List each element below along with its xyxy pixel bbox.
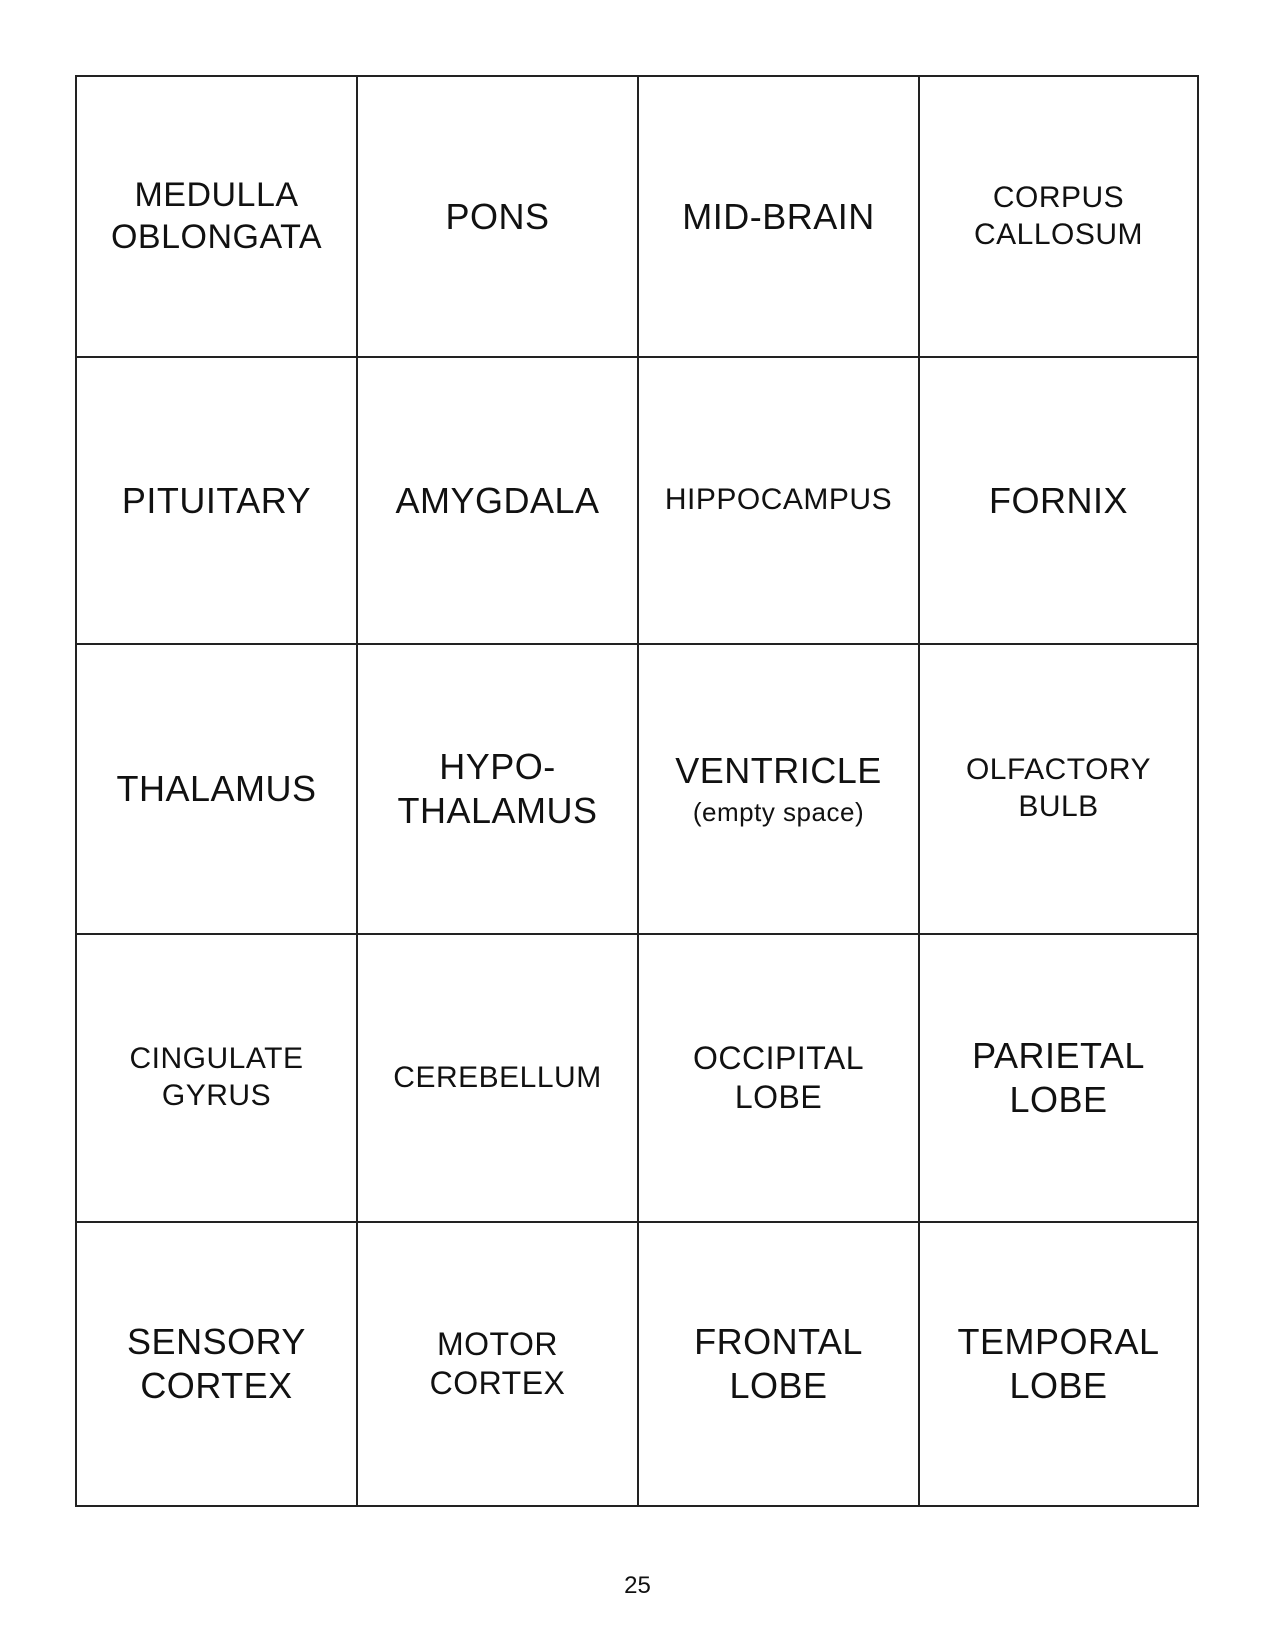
card-medulla-oblongata xyxy=(77,77,358,358)
card-label-line: SENSORY xyxy=(127,1321,306,1363)
card-label-line: MEDULLA xyxy=(134,176,299,215)
card-motor-cortex xyxy=(358,1223,639,1505)
card-fornix xyxy=(920,358,1197,645)
card-label-line: BULB xyxy=(1018,790,1099,823)
card-frontal-lobe xyxy=(639,1223,920,1505)
card-label-line: CORTEX xyxy=(140,1365,293,1406)
card-label-line: THALAMUS xyxy=(397,790,598,831)
card-label-line: FRONTAL xyxy=(694,1321,863,1363)
card-label-line: CORTEX xyxy=(429,1365,566,1401)
card-temporal-lobe xyxy=(920,1223,1197,1505)
card-sensory-cortex xyxy=(77,1223,358,1505)
card-label-line: LOBE xyxy=(729,1365,828,1406)
card-note: (empty space) xyxy=(692,797,865,828)
card-label-line: CORPUS xyxy=(992,180,1125,214)
card-thalamus xyxy=(77,645,358,935)
card-label-line: HYPO- xyxy=(439,746,556,788)
card-corpus-callosum xyxy=(920,77,1197,358)
card-ventricle xyxy=(639,645,920,935)
page-number: 25 xyxy=(624,1572,651,1599)
card-mid-brain xyxy=(639,77,920,358)
card-parietal-lobe xyxy=(920,935,1197,1223)
card-label-line: FORNIX xyxy=(988,479,1128,521)
card-label-line: OBLONGATA xyxy=(110,217,323,256)
card-label-line: PONS xyxy=(445,195,550,237)
card-label-line: CINGULATE xyxy=(129,1042,304,1076)
card-hypothalamus xyxy=(358,645,639,935)
card-cerebellum xyxy=(358,935,639,1223)
card-label-line: PARIETAL xyxy=(972,1035,1145,1077)
card-label-line: CALLOSUM xyxy=(973,217,1144,251)
card-label-line: OLFACTORY xyxy=(965,753,1152,787)
card-grid xyxy=(75,75,1199,1507)
card-label-line: LOBE xyxy=(1009,1365,1108,1406)
card-label-line: LOBE xyxy=(1009,1079,1108,1120)
card-label-line: CEREBELLUM xyxy=(393,1060,602,1094)
card-label-line: MID-BRAIN xyxy=(682,195,875,237)
card-label-line: VENTRICLE xyxy=(675,750,882,792)
card-label-line: THALAMUS xyxy=(116,768,317,810)
card-pituitary xyxy=(77,358,358,645)
card-label-line: MOTOR xyxy=(436,1325,558,1362)
card-label-line: GYRUS xyxy=(161,1079,272,1112)
card-cingulate-gyrus xyxy=(77,935,358,1223)
card-amygdala xyxy=(358,358,639,645)
card-label-line: OCCIPITAL xyxy=(692,1039,865,1076)
card-hippocampus xyxy=(639,358,920,645)
card-label-line: HIPPOCAMPUS xyxy=(664,483,893,517)
card-label-line: TEMPORAL xyxy=(957,1321,1160,1363)
card-occipital-lobe xyxy=(639,935,920,1223)
card-pons xyxy=(358,77,639,358)
card-label-line: PITUITARY xyxy=(121,479,312,521)
card-label-line: AMYGDALA xyxy=(395,479,600,521)
card-olfactory-bulb xyxy=(920,645,1197,935)
card-label-line: LOBE xyxy=(734,1079,823,1115)
